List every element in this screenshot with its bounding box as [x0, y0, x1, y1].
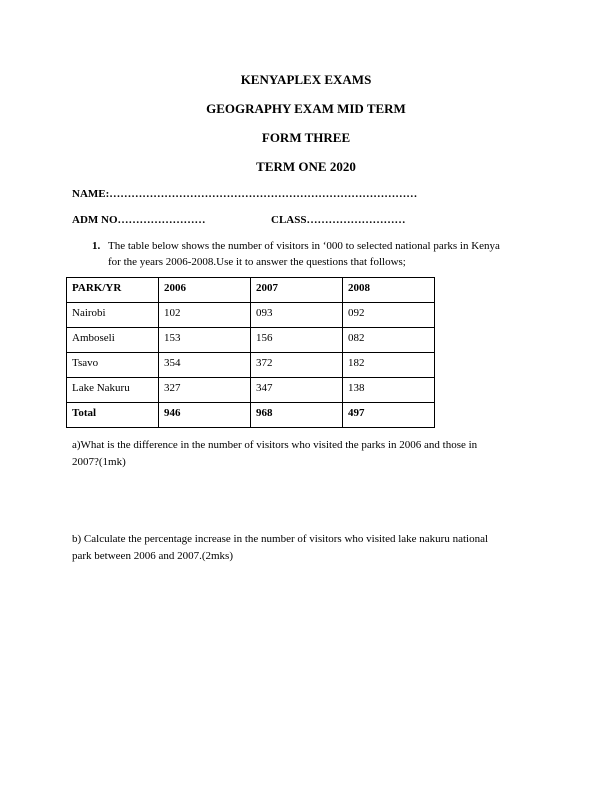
cell: Lake Nakuru	[67, 378, 159, 403]
cell: 082	[343, 328, 435, 353]
question-number: 1.	[92, 240, 101, 252]
cell: 156	[251, 328, 343, 353]
cell: Tsavo	[67, 353, 159, 378]
header-cell: 2007	[251, 278, 343, 303]
name-field: NAME:…………………………………………………………………………	[72, 188, 418, 200]
question-text: for the years 2006-2008.Use it to answer the questions that follows;	[108, 256, 406, 268]
school-title: KENYAPLEX EXAMS	[240, 72, 372, 87]
question-text: The table below shows the number of visitors in ‘000 to selected national parks in Kenya	[108, 240, 500, 252]
cell: 968	[251, 403, 343, 428]
exam-title: GEOGRAPHY EXAM MID TERM	[206, 101, 406, 116]
term-title: TERM ONE 2020	[256, 159, 356, 174]
cell: 327	[159, 378, 251, 403]
cell: 946	[159, 403, 251, 428]
question-a: 2007?(1mk)	[72, 456, 126, 468]
cell: Nairobi	[67, 303, 159, 328]
question-b: b) Calculate the percentage increase in the number of visitors who visited lake nakuru national	[72, 533, 489, 545]
visitors-table	[66, 277, 435, 428]
form-title: FORM THREE	[261, 130, 351, 145]
class-field: CLASS………………………	[271, 214, 406, 226]
header-cell: 2006	[159, 278, 251, 303]
cell: 497	[343, 403, 435, 428]
cell: 354	[159, 353, 251, 378]
cell: 138	[343, 378, 435, 403]
table-total-row	[67, 403, 435, 428]
cell: 102	[159, 303, 251, 328]
table-row	[67, 303, 435, 328]
cell: 347	[251, 378, 343, 403]
header-cell: 2008	[343, 278, 435, 303]
question-b: park between 2006 and 2007.(2mks)	[72, 550, 233, 562]
cell: 182	[343, 353, 435, 378]
table-row	[67, 378, 435, 403]
table-row	[67, 353, 435, 378]
cell: 093	[251, 303, 343, 328]
cell: 153	[159, 328, 251, 353]
cell: 372	[251, 353, 343, 378]
cell: Amboseli	[67, 328, 159, 353]
question-a: a)What is the difference in the number of visitors who visited the parks in 2006 and those in	[72, 439, 478, 451]
table-row	[67, 328, 435, 353]
header-cell: PARK/YR	[67, 278, 159, 303]
cell: 092	[343, 303, 435, 328]
table-header-row	[67, 278, 435, 303]
cell: Total	[67, 403, 159, 428]
adm-field: ADM NO……………………	[72, 214, 206, 226]
